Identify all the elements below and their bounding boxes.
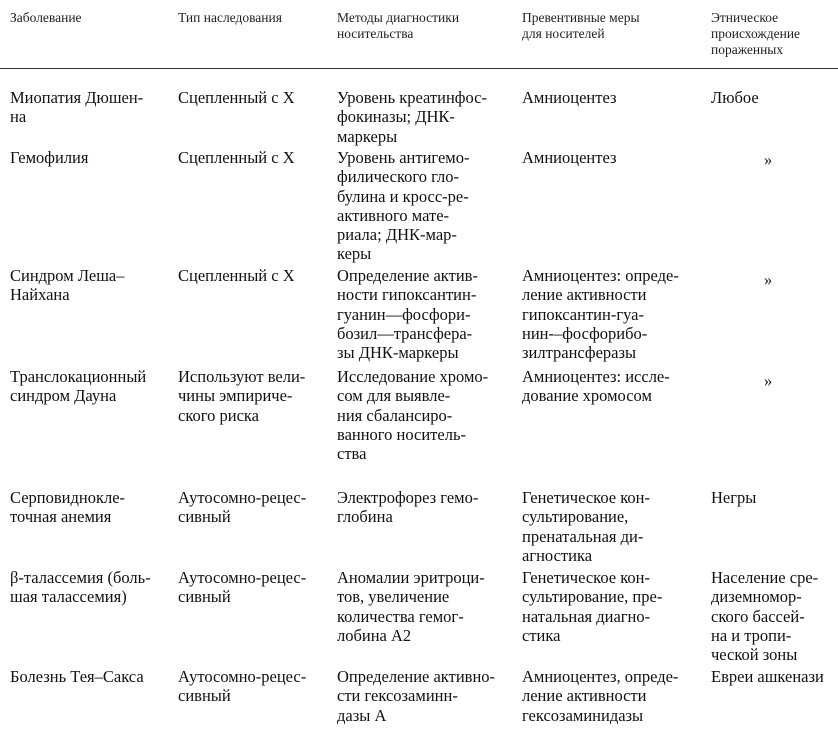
row-2-diagnostics: Определение актив- ности гипоксантин- гуанин—фосфори- бозил—трансфера- зы ДНК-маркеры bbox=[337, 266, 478, 363]
row-2-ethnic: » bbox=[764, 270, 773, 289]
row-6-inheritance: Аутосомно-рецес- сивный bbox=[178, 667, 307, 706]
row-5-diagnostics: Аномалии эритроци- тов, увеличение количества гемог- лобина A2 bbox=[337, 568, 485, 645]
row-5-ethnic: Население сре- диземномор- ского бассей- на и тропи- ческой зоны bbox=[711, 568, 819, 665]
row-4-inheritance: Аутосомно-рецес- сивный bbox=[178, 488, 307, 527]
row-3-diagnostics: Исследование хромо- сом для выявле- ния сбалансиро- ванного носитель- ства bbox=[337, 367, 489, 464]
row-2-disease: Синдром Леша– Найхана bbox=[10, 266, 125, 305]
header-inheritance: Тип наследования bbox=[178, 10, 282, 25]
row-4-disease: Серповидноклe- точная анемия bbox=[10, 488, 126, 527]
row-0-prevention: Амниоцентез bbox=[522, 88, 617, 107]
row-2-inheritance: Сцепленный с X bbox=[178, 266, 295, 285]
row-3-disease: Транслокационный синдром Дауна bbox=[10, 367, 147, 406]
row-0-diagnostics: Уровень креатинфос- фокиназы; ДНК- маркеры bbox=[337, 88, 487, 146]
row-4-prevention: Генетическое кон- сультирование, пренатальная ди- агностика bbox=[522, 488, 650, 565]
row-5-disease: β-талассемия (боль- шая талассемия) bbox=[10, 568, 151, 607]
row-5-prevention: Генетическое кон- сультирование, пре- натальная диагно- стика bbox=[522, 568, 663, 645]
row-6-disease: Болезнь Тея–Сакса bbox=[10, 667, 144, 686]
header-diagnostics: Методы диагностики носительства bbox=[337, 10, 460, 41]
row-0-disease: Миопатия Дюшен- на bbox=[10, 88, 144, 127]
header-ethnic: Этническое происхождение пораженных bbox=[711, 10, 801, 57]
row-1-disease: Гемофилия bbox=[10, 148, 89, 167]
row-3-prevention: Амниоцентез: иссле- дование хромосом bbox=[522, 367, 670, 406]
row-3-inheritance: Используют вели- чины эмпириче- ского риска bbox=[178, 367, 306, 425]
header-disease: Заболевание bbox=[10, 10, 82, 25]
row-3-ethnic: » bbox=[764, 371, 773, 390]
row-1-prevention: Амниоцентез bbox=[522, 148, 617, 167]
row-1-ethnic: » bbox=[764, 150, 773, 169]
row-2-prevention: Амниоцентез: опреде- ление активности гипоксантин-гуа- нин-–фосфорибо- зилтрансферазы bbox=[522, 266, 679, 363]
row-0-inheritance: Сцепленный с X bbox=[178, 88, 295, 107]
row-4-ethnic: Негры bbox=[711, 488, 757, 507]
row-6-diagnostics: Определение активно- сти гексозаминн- дазы A bbox=[337, 667, 496, 725]
row-0-ethnic: Любое bbox=[711, 88, 759, 107]
row-6-prevention: Амниоцентез, опреде- ление активности гексозаминидазы bbox=[522, 667, 679, 725]
header-prevention: Превентивные меры для носителей bbox=[522, 10, 640, 41]
row-1-inheritance: Сцепленный с X bbox=[178, 148, 295, 167]
row-5-inheritance: Аутосомно-рецес- сивный bbox=[178, 568, 307, 607]
row-6-ethnic: Евреи ашкенази bbox=[711, 667, 824, 686]
row-4-diagnostics: Электрофорез гемо- глобина bbox=[337, 488, 479, 527]
header-divider bbox=[0, 68, 838, 69]
row-1-diagnostics: Уровень антигемо- филического гло- булина и кросс-ре- активного мате- риала; ДНК-мар- керы bbox=[337, 148, 470, 264]
